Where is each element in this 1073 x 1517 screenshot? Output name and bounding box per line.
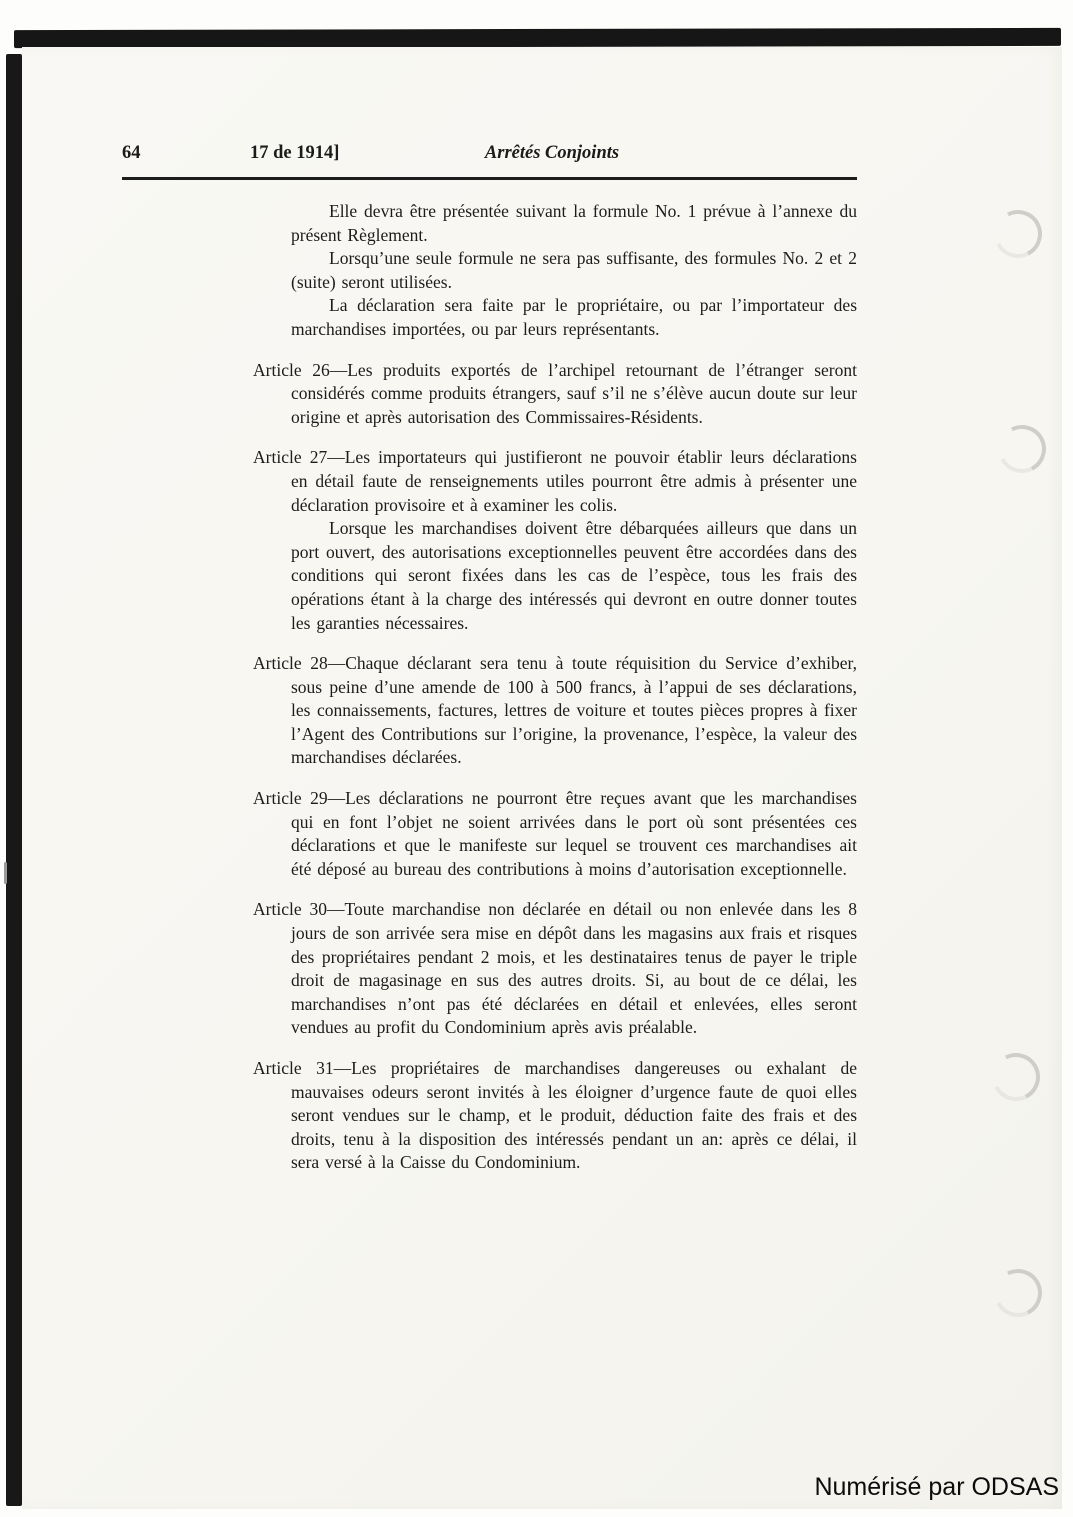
article-label: Article 28— xyxy=(253,653,346,674)
paragraph-text: Toute marchandise non déclarée en détail ou non enlevée dans les 8 jours de son arrivée sera mise en dépôt dans les magasins aux frais et risques des propriétaires pendant 2 mois, et les destinataires tenus de payer le triple droit de magasinage en sus des autres droits. Si, au bout de ce délai, les marchandises n’ont pas été déclarées en détail et enlevées, elles seront vendues au profit du Condominium après avis préalable. xyxy=(291,899,857,1038)
paragraph-text: La déclaration sera faite par le propriétaire, ou par l’importateur des marchandises importées, ou par leurs représentants. xyxy=(291,295,857,339)
binder-hole-icon xyxy=(988,204,1048,264)
article-label: Article 27— xyxy=(253,447,345,468)
article-label: Article 30— xyxy=(253,899,345,920)
scan-credit: Numérisé par ODSAS xyxy=(814,1473,1059,1501)
paragraph xyxy=(291,517,857,635)
paragraph-text: Les importateurs qui justifieront ne pouvoir établir leurs déclarations en détail faute de renseignements utiles pourront être admis à présenter une déclaration provisoire et à examiner les colis. xyxy=(291,447,857,515)
paragraph-text: Les propriétaires de marchandises dangereuses ou exhalant de mauvaises odeurs seront invités à les éloigner d’urgence faute de quoi elles seront vendues sur le champ, et le produit, déduction faite des frais et des droits, tenu à la disposition des intéressés pendant un an: après ce délai, il sera versé à la Caisse du Condominium. xyxy=(291,1058,857,1173)
binder-hole-icon xyxy=(988,1263,1048,1323)
header-rule xyxy=(122,177,857,180)
paragraph-article-26 xyxy=(253,359,857,430)
paragraph-text: Chaque déclarant sera tenu à toute réquisition du Service d’exhiber, sous peine d’une amende de 100 à 500 francs, à l’appui de ses déclarations, les connaissements, factures, lettres de voiture et toutes pièces propres à fixer l’Agent des Contributions sur l’origine, la provenance, l’espèce, la valeur des marchandises déclarées. xyxy=(291,653,857,768)
page-number: 64 xyxy=(122,143,141,163)
paragraph-article-29 xyxy=(253,787,857,881)
paragraph-text: Elle devra être présentée suivant la formule No. 1 prévue à l’annexe du présent Règlement. xyxy=(291,201,857,245)
scan-edge-top xyxy=(14,28,1061,48)
document-body xyxy=(253,200,857,1175)
paragraph-article-27 xyxy=(253,446,857,517)
paragraph-article-31 xyxy=(253,1057,857,1175)
paragraph xyxy=(291,200,857,247)
scan-blemish xyxy=(4,862,7,884)
paragraph-text: Lorsque les marchandises doivent être débarquées ailleurs que dans un port ouvert, des autorisations exceptionnelles peuvent être accordées dans des conditions qui seront fixées dans les cas de l’espèce, tous les frais des opérations étant à la charge des intéressés qui devront en outre donner toutes les garanties nécessaires. xyxy=(291,518,857,633)
scan-edge-left xyxy=(6,54,22,1506)
paragraph-text: Les déclarations ne pourront être reçues avant que les marchandises qui en font l’objet ne soient arrivées dans le port où sont présentées ces déclarations et que le manifeste sur lequel se trouvent ces marchandises ait été déposé au bureau des contributions à moins d’autorisation exceptionnelle. xyxy=(291,788,857,879)
article-label: Article 29— xyxy=(253,788,346,809)
article-label: Article 26— xyxy=(253,359,348,380)
paragraph xyxy=(291,247,857,294)
paragraph-text: Lorsqu’une seule formule ne sera pas suffisante, des formules No. 2 et 2 (suite) seront utilisées. xyxy=(291,248,857,292)
article-label: Article 31— xyxy=(253,1058,352,1078)
running-header-left: 17 de 1914] xyxy=(250,143,340,163)
paragraph xyxy=(291,294,857,341)
paper-sheet xyxy=(22,47,1062,1509)
paragraph-text: Les produits exportés de l’archipel retournant de l’étranger seront considérés comme produits étrangers, sauf s’il ne s’élève aucun doute sur leur origine et après autorisation des Commissaires-Résidents. xyxy=(291,359,858,427)
binder-hole-icon xyxy=(986,1047,1046,1107)
paragraph-article-30 xyxy=(253,898,857,1040)
binder-hole-icon xyxy=(992,419,1052,479)
running-header-title: Arrêtés Conjoints xyxy=(484,143,620,163)
paragraph-article-28 xyxy=(253,652,857,770)
